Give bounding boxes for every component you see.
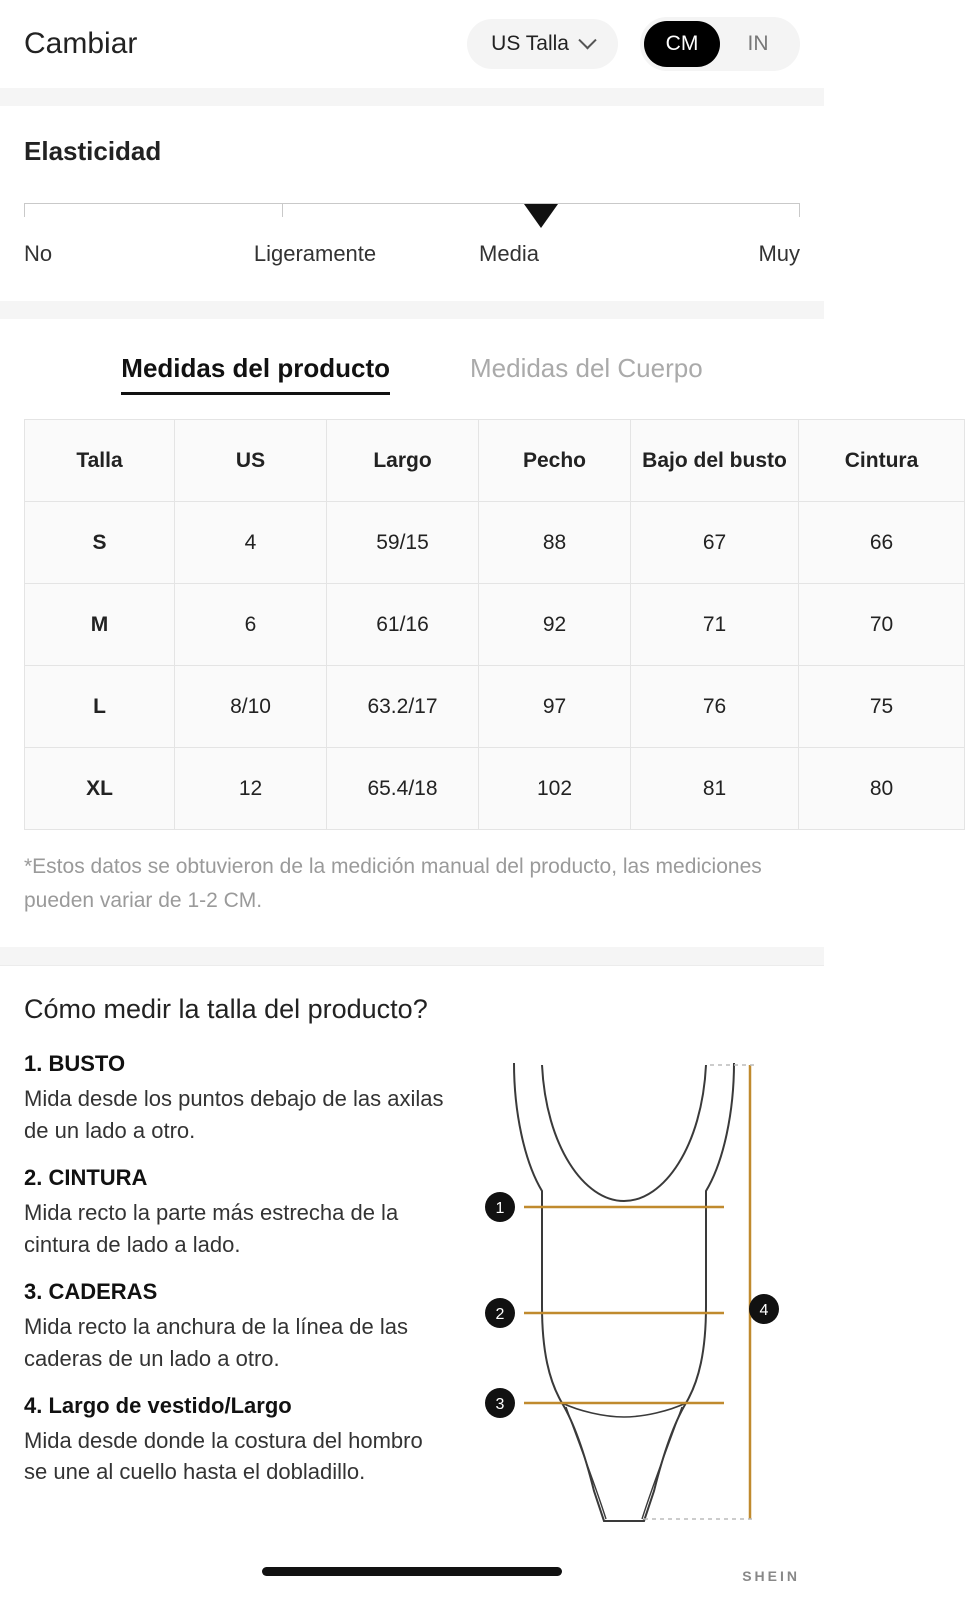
- table-cell: 92: [479, 584, 631, 666]
- unit-cm-button[interactable]: CM: [644, 21, 720, 67]
- table-cell: 6: [175, 584, 327, 666]
- table-header-cell: Largo: [327, 420, 479, 502]
- elasticity-marker-icon: [524, 204, 558, 228]
- table-cell: 65.4/18: [327, 748, 479, 830]
- table-cell: 59/15: [327, 502, 479, 584]
- section-divider: [0, 88, 824, 106]
- table-cell: S: [25, 502, 175, 584]
- table-cell: 97: [479, 666, 631, 748]
- svg-text:2: 2: [495, 1306, 505, 1324]
- step-title-waist: 2. CINTURA: [24, 1164, 148, 1190]
- svg-text:4: 4: [759, 1302, 769, 1320]
- home-indicator: [262, 1567, 562, 1576]
- table-cell: 61/16: [327, 584, 479, 666]
- scale-tick: [24, 203, 25, 217]
- table-cell: 12: [175, 748, 327, 830]
- table-row: [25, 748, 965, 830]
- step-desc-bust: Mida desde los puntos debajo de las axilas de un lado a otro.: [24, 1086, 444, 1144]
- table-header-row: [25, 420, 965, 502]
- step-desc-hips: Mida recto la anchura de la línea de las caderas de un lado a otro.: [24, 1313, 409, 1371]
- elasticity-label-3: Muy: [758, 241, 800, 266]
- elasticity-labels: [24, 241, 800, 267]
- table-cell: L: [25, 666, 175, 748]
- elasticity-label-0: No: [24, 241, 53, 266]
- elasticity-label-1: Ligeramente: [253, 241, 377, 266]
- brand-watermark: SHEIN: [742, 1568, 800, 1584]
- garment-diagram: [454, 1051, 800, 1536]
- section-divider: [0, 301, 824, 319]
- table-cell: 63.2/17: [327, 666, 479, 748]
- table-header-cell: Pecho: [479, 420, 631, 502]
- table-cell: 102: [479, 748, 631, 830]
- table-cell: 66: [799, 502, 965, 584]
- table-cell: XL: [25, 748, 175, 830]
- table-cell: M: [25, 584, 175, 666]
- bodysuit-illustration-icon: [454, 1051, 794, 1531]
- svg-text:3: 3: [495, 1396, 505, 1414]
- table-cell: 81: [631, 748, 799, 830]
- header-controls: [467, 17, 800, 71]
- elasticity-scale: [24, 203, 800, 233]
- table-header-cell: Talla: [25, 420, 175, 502]
- table-cell: 75: [799, 666, 965, 748]
- svg-text:1: 1: [495, 1200, 505, 1218]
- chevron-down-icon: [578, 31, 596, 49]
- table-cell: 80: [799, 748, 965, 830]
- measurement-tabs: [0, 319, 824, 419]
- step-title-length: 4. Largo de vestido/Largo: [24, 1392, 292, 1418]
- scale-tick: [282, 203, 283, 217]
- table-row: [25, 502, 965, 584]
- tab-body-measurements[interactable]: Medidas del Cuerpo: [469, 353, 703, 383]
- table-cell: 71: [631, 584, 799, 666]
- step-desc-length: Mida desde donde la costura del hombro se une al cuello hasta el dobladillo.: [24, 1427, 423, 1485]
- section-divider: [0, 947, 824, 965]
- elasticity-label-2: Media: [479, 241, 539, 266]
- table-header-cell: US: [175, 420, 327, 502]
- step-title-hips: 3. CADERAS: [24, 1278, 158, 1304]
- table-cell: 70: [799, 584, 965, 666]
- elasticity-title: Elasticidad: [24, 136, 162, 166]
- elasticity-section: [0, 106, 824, 301]
- unit-toggle[interactable]: [640, 17, 800, 71]
- scale-line: [24, 203, 800, 204]
- table-row: [25, 584, 965, 666]
- how-to-measure-section: [0, 966, 824, 1584]
- table-row: [25, 666, 965, 748]
- table-cell: 88: [479, 502, 631, 584]
- step-title-bust: 1. BUSTO: [24, 1051, 126, 1077]
- how-to-measure-title: Cómo medir la talla del producto?: [24, 994, 428, 1025]
- table-header-cell: Cintura: [799, 420, 965, 502]
- tab-product-measurements[interactable]: Medidas del producto: [121, 353, 390, 395]
- header-bar: [0, 0, 824, 88]
- size-table: [24, 419, 965, 830]
- size-table-container[interactable]: [0, 419, 919, 830]
- scale-tick: [799, 203, 800, 217]
- size-standard-label: US Talla: [491, 32, 569, 55]
- step-desc-waist: Mida recto la parte más estrecha de la cintura de lado a lado.: [24, 1199, 399, 1257]
- page-title: Cambiar: [24, 27, 138, 60]
- measurement-note: *Estos datos se obtuvieron de la medición manual del producto, las mediciones pueden variar de 1-2 CM.: [0, 830, 824, 947]
- table-cell: 4: [175, 502, 327, 584]
- table-cell: 76: [631, 666, 799, 748]
- unit-in-button[interactable]: IN: [747, 32, 769, 55]
- table-header-cell: Bajo del busto: [631, 420, 799, 502]
- size-standard-select[interactable]: [467, 19, 618, 69]
- how-to-measure-steps: [24, 1051, 444, 1536]
- table-cell: 67: [631, 502, 799, 584]
- table-cell: 8/10: [175, 666, 327, 748]
